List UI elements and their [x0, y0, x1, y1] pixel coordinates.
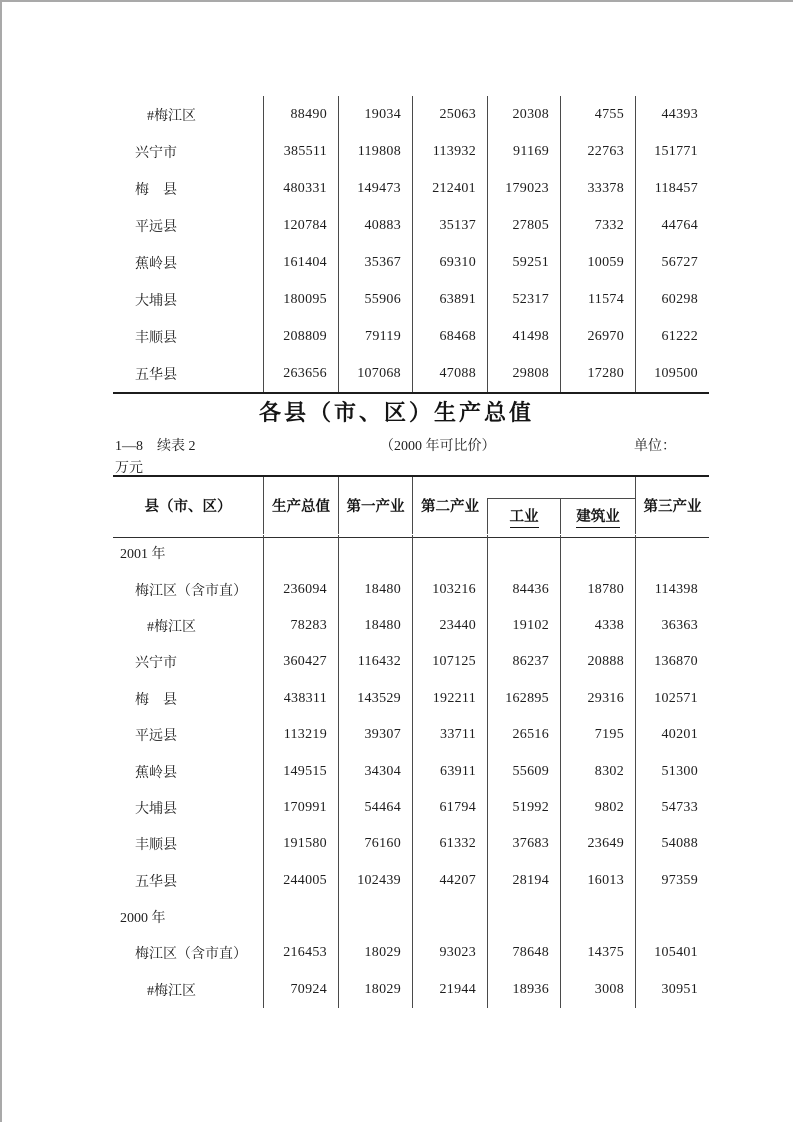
cell-value: 29808: [487, 355, 560, 392]
cell-value: 180095: [263, 281, 338, 318]
cell-value: 40883: [338, 207, 412, 244]
cell-value: 192211: [412, 681, 487, 717]
cell-value: 136870: [635, 644, 709, 680]
cell-value: 60298: [635, 281, 709, 318]
cell-value: 91169: [487, 133, 560, 170]
table-number: 1—8 续表 2: [115, 439, 196, 454]
cell-value: 23440: [412, 608, 487, 644]
cell-value: 212401: [412, 170, 487, 207]
cell-value: 78283: [263, 608, 338, 644]
row-label: 平远县: [135, 729, 177, 745]
cell-value: 35137: [412, 207, 487, 244]
main-table-body: [113, 535, 709, 1008]
cell-value: [338, 899, 412, 935]
cell-value: 84436: [487, 571, 560, 607]
header-secondary-span: [487, 477, 635, 498]
cell-value: 68468: [412, 318, 487, 355]
cell-value: 26970: [560, 318, 635, 355]
cell-value: 26516: [487, 717, 560, 753]
cell-value: 51992: [487, 790, 560, 826]
cell-value: 179023: [487, 170, 560, 207]
cell-value: 54088: [635, 826, 709, 862]
row-label: 蕉岭县: [135, 765, 177, 781]
row-label: 梅 县: [135, 182, 177, 198]
cell-value: 107068: [338, 355, 412, 392]
cell-value: 86237: [487, 644, 560, 680]
cell-value: 11574: [560, 281, 635, 318]
row-label: #梅江区: [147, 619, 196, 635]
cell-value: 113932: [412, 133, 487, 170]
cell-value: 97359: [635, 863, 709, 899]
cell-value: 25063: [412, 96, 487, 133]
cell-value: 438311: [263, 681, 338, 717]
cell-value: 55609: [487, 753, 560, 789]
page-edge-top: [0, 0, 793, 2]
row-label: 梅江区（含市直）: [135, 947, 247, 963]
cell-value: 30951: [635, 972, 709, 1008]
header-primary-industry: 第一产业: [338, 477, 412, 534]
row-label: 蕉岭县: [135, 256, 177, 272]
cell-value: [487, 535, 560, 571]
cell-value: [635, 899, 709, 935]
header-tertiary-industry: 第三产业: [635, 477, 709, 534]
cell-value: 149515: [263, 753, 338, 789]
cell-value: 44764: [635, 207, 709, 244]
cell-value: 29316: [560, 681, 635, 717]
cell-value: 143529: [338, 681, 412, 717]
row-label: 大埔县: [135, 293, 177, 309]
cell-value: 16013: [560, 863, 635, 899]
cell-value: 8302: [560, 753, 635, 789]
cell-value: 78648: [487, 935, 560, 971]
main-table-header: [113, 475, 709, 538]
cell-value: 263656: [263, 355, 338, 392]
cell-value: 20308: [487, 96, 560, 133]
cell-value: 59251: [487, 244, 560, 281]
row-label: 兴宁市: [135, 656, 177, 672]
cell-value: 109500: [635, 355, 709, 392]
cell-value: 149473: [338, 170, 412, 207]
cell-value: 9802: [560, 790, 635, 826]
header-industry: 工业: [487, 498, 560, 534]
row-label: 丰顺县: [135, 838, 177, 854]
cell-value: 116432: [338, 644, 412, 680]
cell-value: 7332: [560, 207, 635, 244]
cell-value: 360427: [263, 644, 338, 680]
cell-value: 18480: [338, 571, 412, 607]
cell-value: 114398: [635, 571, 709, 607]
cell-value: 61222: [635, 318, 709, 355]
cell-value: 20888: [560, 644, 635, 680]
cell-value: 480331: [263, 170, 338, 207]
cell-value: 103216: [412, 571, 487, 607]
cell-value: 35367: [338, 244, 412, 281]
table-top-continuation: [113, 96, 709, 394]
cell-value: [487, 899, 560, 935]
cell-value: [338, 535, 412, 571]
cell-value: 107125: [412, 644, 487, 680]
cell-value: 105401: [635, 935, 709, 971]
cell-value: 18936: [487, 972, 560, 1008]
cell-value: 3008: [560, 972, 635, 1008]
cell-value: 161404: [263, 244, 338, 281]
cell-value: 385511: [263, 133, 338, 170]
cell-value: 51300: [635, 753, 709, 789]
cell-value: 37683: [487, 826, 560, 862]
cell-value: 118457: [635, 170, 709, 207]
cell-value: 40201: [635, 717, 709, 753]
cell-value: [560, 899, 635, 935]
cell-value: 18480: [338, 608, 412, 644]
row-label: #梅江区: [147, 983, 196, 999]
unit-label: 单位：: [634, 439, 676, 454]
cell-value: 41498: [487, 318, 560, 355]
cell-value: 19034: [338, 96, 412, 133]
cell-value: 120784: [263, 207, 338, 244]
header-construction: 建筑业: [560, 498, 635, 534]
cell-value: 55906: [338, 281, 412, 318]
cell-value: 47088: [412, 355, 487, 392]
cell-value: 63911: [412, 753, 487, 789]
row-label: 丰顺县: [135, 330, 177, 346]
row-label: 平远县: [135, 219, 177, 235]
cell-value: 216453: [263, 935, 338, 971]
cell-value: 54733: [635, 790, 709, 826]
cell-value: 113219: [263, 717, 338, 753]
row-label: 梅江区（含市直）: [135, 583, 247, 599]
cell-value: 69310: [412, 244, 487, 281]
table-meta-row: [113, 435, 709, 452]
cell-value: 44207: [412, 863, 487, 899]
price-note: （2000 年可比价）: [380, 439, 496, 454]
cell-value: 170991: [263, 790, 338, 826]
cell-value: 61794: [412, 790, 487, 826]
cell-value: 151771: [635, 133, 709, 170]
row-label: 五华县: [135, 874, 177, 890]
cell-value: 10059: [560, 244, 635, 281]
cell-value: 119808: [338, 133, 412, 170]
cell-value: 39307: [338, 717, 412, 753]
cell-value: 102439: [338, 863, 412, 899]
page-title: 各县（市、区）生产总值: [258, 400, 534, 425]
year-row-label: 2000 年: [120, 911, 166, 927]
cell-value: 33378: [560, 170, 635, 207]
cell-value: 19102: [487, 608, 560, 644]
cell-value: 79119: [338, 318, 412, 355]
cell-value: 191580: [263, 826, 338, 862]
cell-value: 44393: [635, 96, 709, 133]
cell-value: 18780: [560, 571, 635, 607]
cell-value: 76160: [338, 826, 412, 862]
cell-value: 7195: [560, 717, 635, 753]
cell-value: [635, 535, 709, 571]
cell-value: 17280: [560, 355, 635, 392]
unit-value: 万元: [115, 461, 143, 476]
cell-value: 4338: [560, 608, 635, 644]
row-label: 大埔县: [135, 801, 177, 817]
cell-value: 27805: [487, 207, 560, 244]
cell-value: 63891: [412, 281, 487, 318]
cell-value: 208809: [263, 318, 338, 355]
cell-value: 28194: [487, 863, 560, 899]
cell-value: 102571: [635, 681, 709, 717]
header-secondary-industry: 第二产业: [412, 477, 487, 534]
cell-value: 244005: [263, 863, 338, 899]
year-row-label: 2001 年: [120, 547, 166, 563]
cell-value: 56727: [635, 244, 709, 281]
cell-value: 18029: [338, 972, 412, 1008]
cell-value: [263, 535, 338, 571]
cell-value: 22763: [560, 133, 635, 170]
cell-value: 18029: [338, 935, 412, 971]
cell-value: 23649: [560, 826, 635, 862]
cell-value: [560, 535, 635, 571]
cell-value: 52317: [487, 281, 560, 318]
cell-value: [263, 899, 338, 935]
cell-value: 162895: [487, 681, 560, 717]
cell-value: [412, 535, 487, 571]
cell-value: 33711: [412, 717, 487, 753]
page-edge-left: [0, 0, 2, 1122]
row-label: 兴宁市: [135, 145, 177, 161]
cell-value: 70924: [263, 972, 338, 1008]
cell-value: 88490: [263, 96, 338, 133]
cell-value: 14375: [560, 935, 635, 971]
cell-value: 61332: [412, 826, 487, 862]
cell-value: 4755: [560, 96, 635, 133]
cell-value: 54464: [338, 790, 412, 826]
cell-value: 21944: [412, 972, 487, 1008]
row-label: 梅 县: [135, 692, 177, 708]
cell-value: 236094: [263, 571, 338, 607]
header-county: 县（市、区）: [144, 498, 232, 515]
row-label: #梅江区: [147, 108, 196, 124]
row-label: 五华县: [135, 367, 177, 383]
header-gdp: 生产总值: [263, 477, 338, 534]
cell-value: 93023: [412, 935, 487, 971]
cell-value: 36363: [635, 608, 709, 644]
cell-value: [412, 899, 487, 935]
cell-value: 34304: [338, 753, 412, 789]
